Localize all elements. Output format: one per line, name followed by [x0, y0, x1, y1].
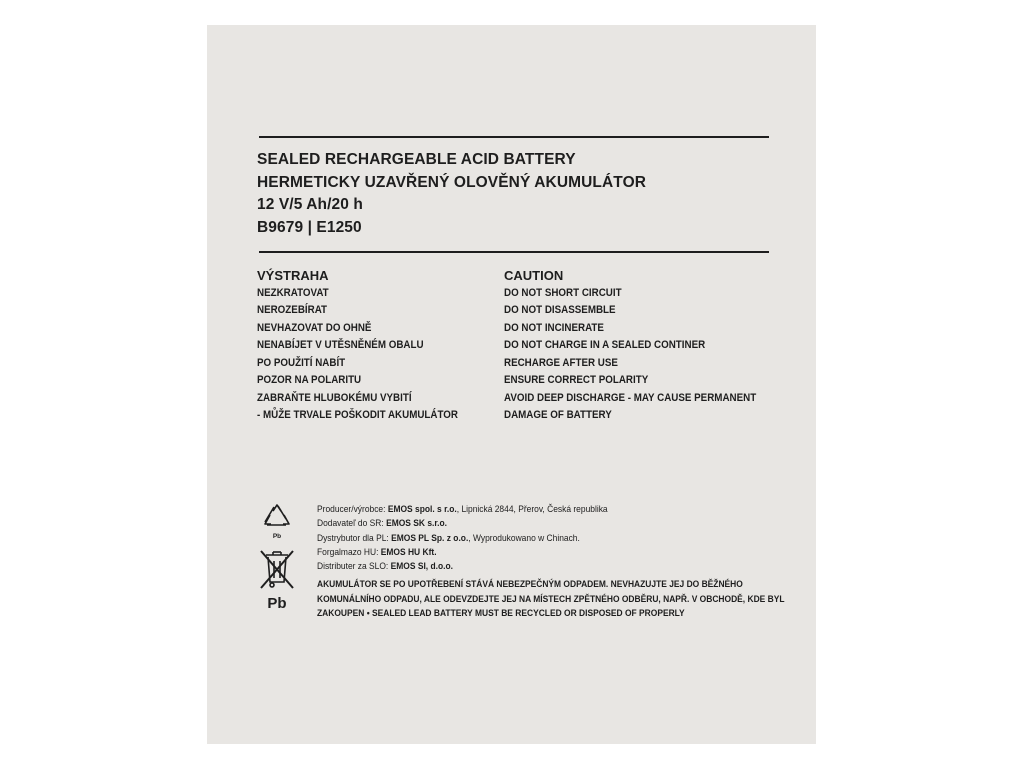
producer-row: [317, 516, 608, 530]
producer-name: EMOS spol. s r.o.: [387, 503, 457, 514]
warning-en-title: CAUTION: [504, 268, 564, 283]
producer-name: EMOS SI, d.o.o.: [390, 560, 453, 572]
crossed-out-bin-icon: [261, 551, 293, 588]
notice-line: KOMUNÁLNÍHO ODPADU, ALE ODEVZDEJTE JEJ NA MÍSTECH ZPĚTNÉHO ODBĚRU, NAPŘ. V OBCHODĚ, KDE BYL: [317, 592, 785, 604]
warning-cz-item: NEZKRATOVAT: [257, 286, 329, 299]
producer-name: EMOS SK s.r.o.: [386, 517, 448, 529]
product-rating: 12 V/5 Ah/20 h: [257, 196, 363, 213]
producer-name: EMOS HU Kft.: [380, 545, 437, 557]
bin-label: Pb: [267, 595, 287, 612]
warning-cz-item: NEVHAZOVAT DO OHNĚ: [257, 321, 372, 334]
warning-en-item: DO NOT DISASSEMBLE: [504, 304, 616, 316]
producer-prefix: Distributer za SLO:: [317, 560, 391, 572]
notice-line: AKUMULÁTOR SE PO UPOTŘEBENÍ STÁVÁ NEBEZPEČNÝM ODPADEM. NEVHAZUJTE JEJ DO BĚŽNÉHO: [317, 578, 743, 589]
producer-row: [317, 531, 608, 545]
top-divider: [259, 136, 769, 138]
producer-suffix: , Lipnická 2844, Přerov, Česká republika: [456, 503, 608, 514]
producer-row: [317, 559, 608, 573]
disposal-notice: [317, 577, 836, 621]
warning-cz-item: POZOR NA POLARITU: [257, 374, 362, 386]
producer-suffix: , Wyprodukowano w Chinach.: [468, 531, 580, 543]
producer-row: [317, 502, 608, 516]
warning-en-item: DO NOT CHARGE IN A SEALED CONTINER: [504, 339, 706, 351]
notice-line: ZAKOUPEN • SEALED LEAD BATTERY MUST BE RECYCLED OR DISPOSED OF PROPERLY: [317, 607, 685, 619]
product-codes: B9679 | E1250: [257, 218, 362, 236]
battery-label: [207, 25, 816, 744]
warning-en-item: DAMAGE OF BATTERY: [504, 409, 612, 421]
warning-en-item: ENSURE CORRECT POLARITY: [504, 374, 649, 386]
warning-cz-item: NENABÍJET V UTĚSNĚNÉM OBALU: [257, 339, 424, 351]
warning-cz-title: VÝSTRAHA: [257, 268, 329, 283]
warning-en: [504, 267, 797, 425]
warning-cz-item: NEROZEBÍRAT: [257, 304, 328, 316]
product-title-en: SEALED RECHARGEABLE ACID BATTERY: [257, 151, 576, 168]
producer-prefix: Dystrybutor dla PL:: [317, 531, 392, 543]
warning-en-item: DO NOT INCINERATE: [504, 321, 604, 334]
recycle-icon: [265, 505, 289, 525]
middle-divider: [259, 251, 769, 253]
product-title-cz: HERMETICKY UZAVŘENÝ OLOVĚNÝ AKUMULÁTOR: [257, 173, 647, 191]
producer-info: [317, 502, 640, 573]
producer-prefix: Dodavateľ do SR:: [317, 517, 387, 529]
producer-row: [317, 545, 608, 559]
warning-en-item: AVOID DEEP DISCHARGE - MAY CAUSE PERMANENT: [504, 391, 757, 404]
producer-prefix: Forgalmazo HU:: [317, 545, 381, 557]
warning-en-item: RECHARGE AFTER USE: [504, 356, 618, 369]
warning-en-item: DO NOT SHORT CIRCUIT: [504, 286, 622, 299]
disposal-symbols: [253, 502, 301, 622]
warning-cz-item: - MŮŽE TRVALE POŠKODIT AKUMULÁTOR: [257, 409, 458, 421]
warning-cz-item: ZABRAŇTE HLUBOKÉMU VYBITÍ: [257, 391, 412, 404]
label-header: [257, 149, 646, 239]
warning-cz-item: PO POUŽITÍ NABÍT: [257, 356, 346, 369]
producer-prefix: Producer/výrobce:: [317, 503, 388, 514]
producer-name: EMOS PL Sp. z o.o.: [391, 531, 469, 543]
recycle-label: Pb: [272, 533, 282, 540]
warning-cz: [257, 267, 491, 425]
